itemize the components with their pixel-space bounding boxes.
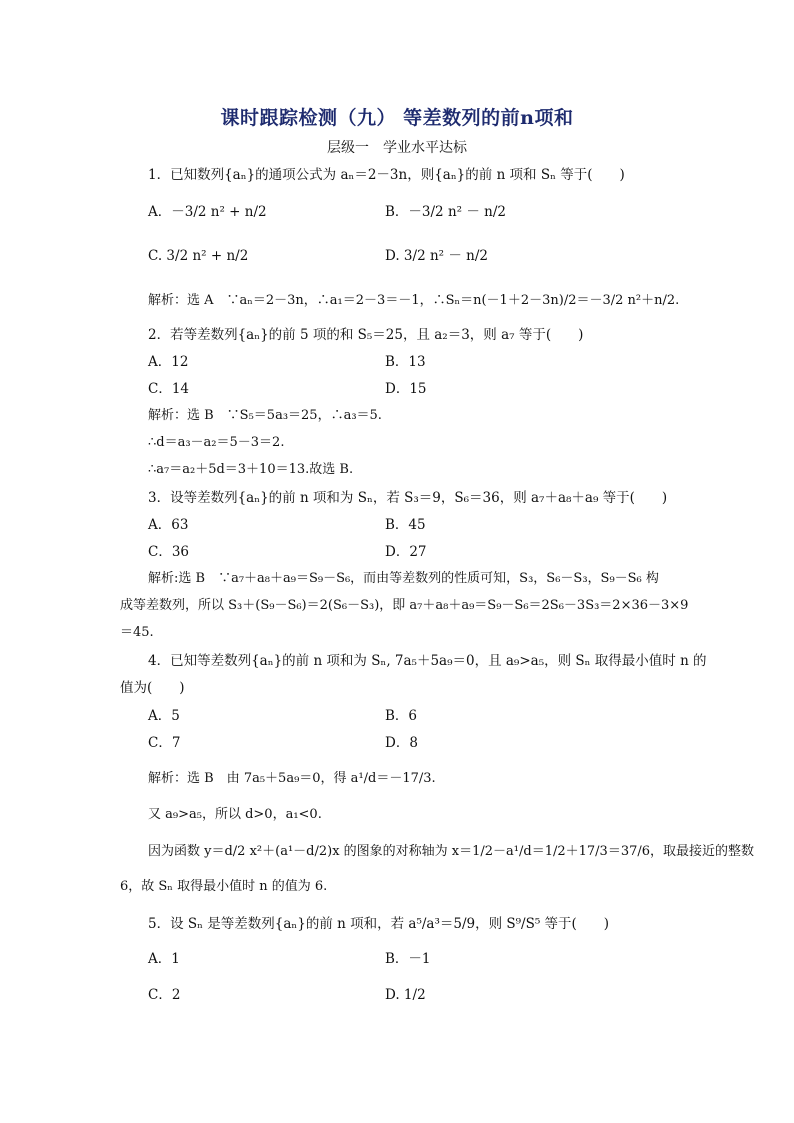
q4-option-d: D．8 [385,735,418,751]
q4-option-a: A．5 [148,708,180,724]
q4-option-c: C．7 [148,735,181,751]
q1-solution: 解析：选 A ∵aₙ＝2－3n，∴a₁＝2－3＝－1，∴Sₙ＝n(－1＋2－3n)/2＝－3/2 n²＋n/2. [148,293,680,308]
page-subtitle: 层级一 学业水平达标 [327,140,467,156]
q4-solution-line1: 解析：选 B 由 7a₅＋5a₉＝0，得 a¹/d＝－17/3. [148,771,436,786]
q4-solution-line2: 又 a₉>a₅，所以 d>0，a₁<0. [148,807,322,822]
q3-solution-line1: 解析:选 B ∵a₇＋a₈＋a₉＝S₉－S₆，而由等差数列的性质可知，S₃，S₆－S₃，S₉－S₆ 构 [148,571,659,586]
q2-option-c: C．14 [148,381,190,397]
q3-solution-line3: ＝45. [120,625,154,640]
q4-solution-line4: 6，故 Sₙ 取得最小值时 n 的值为 6. [120,879,328,894]
q4-solution-line3: 因为函数 y＝d/2 x²＋(a¹－d/2)x 的图象的对称轴为 x＝1/2－a¹/d＝1/2＋17/3＝37/6，取最接近的整数 [148,844,755,859]
q1-option-c: C. 3/2 n² + n/2 [148,248,249,264]
q3-stem: 3．设等差数列{aₙ}的前 n 项和为 Sₙ，若 S₃＝9，S₆＝36，则 a₇＋a₈＋a₉ 等于( ) [148,490,668,506]
q5-option-d: D. 1/2 [385,987,426,1003]
q1-option-d: D. 3/2 n² － n/2 [385,248,488,264]
q1-option-a: A．－3/2 n² + n/2 [148,204,267,220]
q5-option-a: A．1 [148,951,180,967]
q3-option-b: B．45 [385,517,426,533]
q3-solution-line2: 成等差数列，所以 S₃＋(S₉－S₆)＝2(S₆－S₃)，即 a₇＋a₈＋a₉＝S₉－S₆＝2S₆－3S₃＝2×36－3×9 [120,598,689,613]
q2-solution-line3: ∴a₇＝a₂＋5d＝3＋10＝13.故选 B. [148,462,354,477]
q2-option-d: D．15 [385,381,427,397]
q2-solution-line1: 解析：选 B ∵S₅＝5a₃＝25，∴a₃＝5. [148,408,382,423]
q3-option-c: C．36 [148,544,190,560]
q2-option-a: A．12 [148,354,189,370]
q1-stem: 1．已知数列{aₙ}的通项公式为 aₙ＝2－3n，则{aₙ}的前 n 项和 Sₙ 等于( ) [148,167,625,183]
q2-option-b: B．13 [385,354,426,370]
q4-stem-line2: 值为( ) [120,680,185,696]
q3-option-a: A．63 [148,517,189,533]
q3-option-d: D．27 [385,544,427,560]
q5-stem: 5．设 Sₙ 是等差数列{aₙ}的前 n 项和，若 a⁵/a³＝5/9，则 S⁹/S⁵ 等于( ) [148,916,610,932]
q5-option-c: C．2 [148,987,181,1003]
q1-option-b: B．－3/2 n² － n/2 [385,204,506,220]
q5-option-b: B．－1 [385,951,431,967]
q4-option-b: B．6 [385,708,418,724]
q2-stem: 2．若等差数列{aₙ}的前 5 项的和 S₅＝25，且 a₂＝3，则 a₇ 等于( ) [148,327,584,343]
q2-solution-line2: ∴d＝a₃－a₂＝5－3＝2. [148,435,285,450]
page-title: 课时跟踪检测（九） 等差数列的前n项和 [220,107,574,129]
q4-stem-line1: 4．已知等差数列{aₙ}的前 n 项和为 Sₙ, 7a₅＋5a₉＝0，且 a₉>a₅，则 Sₙ 取得最小值时 n 的 [148,653,707,669]
